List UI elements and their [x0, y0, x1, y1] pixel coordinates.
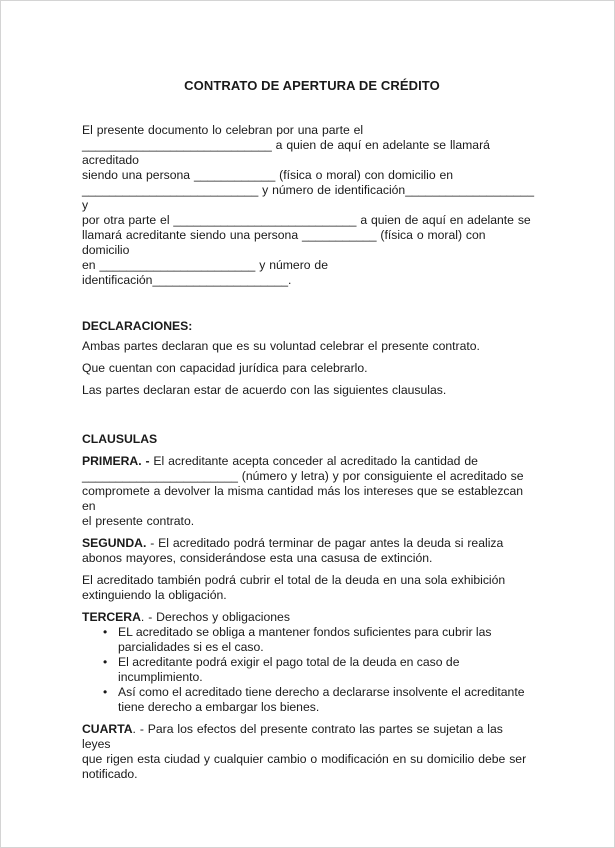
clausula-line — [82, 454, 534, 469]
clausula-line — [82, 722, 534, 752]
intro-line: __________________________ y número de identificación___________________ y — [82, 183, 534, 212]
intro-line: en _______________________ y número de identificación____________________. — [82, 258, 328, 287]
declaracion-item: Ambas partes declaran que es su voluntad celebrar el presente contrato. — [82, 339, 480, 353]
clausula-line: el presente contrato. — [82, 514, 195, 528]
declaraciones-heading: DECLARACIONES: — [82, 319, 193, 333]
clausula-text: El acreditante acepta conceder al acreditado la cantidad de — [149, 454, 478, 468]
clausula-label: SEGUNDA. — [82, 536, 147, 550]
bullet-icon: • — [103, 685, 108, 699]
clausula-text: . - Derechos y obligaciones — [140, 610, 290, 624]
tercera-bullet-list — [82, 625, 534, 715]
clausula-segunda — [82, 536, 534, 566]
clausula-line: que rigen esta ciudad y cualquier cambio o modificación en su domicilio debe ser — [82, 752, 527, 766]
list-item-line: parcialidades si es el caso. — [118, 640, 264, 654]
intro-line: El presente documento lo celebran por una parte el — [82, 123, 364, 137]
list-item-line: Así como el acreditado tiene derecho a declararse insolvente el acreditante — [118, 685, 525, 699]
list-item-line: El acreditante podrá exigir el pago total de la deuda en caso de — [118, 655, 460, 669]
clausula-label: CUARTA — [82, 722, 133, 736]
clausulas-heading: CLAUSULAS — [82, 432, 158, 446]
intro-line: siendo una persona ____________ (física o moral) con domicilio en — [82, 168, 454, 182]
clausula-line: abonos mayores, considerándose esta una casusa de extinción. — [82, 551, 433, 565]
list-item — [103, 685, 534, 715]
clausula-label: TERCERA — [82, 610, 141, 624]
clausula-line: _______________________ (número y letra) y por consiguiente el acreditado se — [82, 469, 524, 483]
clausula-line: extinguiendo la obligación. — [82, 588, 227, 602]
declaracion-item: Las partes declaran estar de acuerdo con las siguientes clausulas. — [82, 383, 447, 397]
clausula-cuarta — [82, 722, 534, 782]
list-item-line: EL acreditado se obliga a mantener fondos suficientes para cubrir las — [118, 625, 492, 639]
intro-line: por otra parte el ___________________________ a quien de aquí en adelante se — [82, 213, 531, 227]
clausula-line: notificado. — [82, 767, 138, 781]
intro-paragraph — [82, 123, 534, 288]
list-item-line: incumplimiento. — [118, 670, 203, 684]
document-body — [82, 78, 534, 782]
declaracion-item: Que cuentan con capacidad jurídica para celebrarlo. — [82, 361, 368, 375]
clausula-tercera — [82, 610, 534, 625]
list-item — [103, 655, 534, 685]
bullet-icon: • — [103, 655, 108, 669]
clausula-segunda-extra — [82, 573, 534, 603]
document-title: CONTRATO DE APERTURA DE CRÉDITO — [184, 78, 440, 93]
list-item-line: tiene derecho a embargar los bienes. — [118, 700, 320, 714]
intro-line: ____________________________ a quien de aquí en adelante se llamará acreditado — [82, 138, 490, 167]
clausula-line: El acreditado también podrá cubrir el total de la deuda en una sola exhibición — [82, 573, 506, 587]
bullet-icon: • — [103, 625, 108, 639]
list-item — [103, 625, 534, 655]
clausula-text: - El acreditado podrá terminar de pagar antes la deuda si realiza — [146, 536, 504, 550]
clausula-line — [82, 536, 534, 551]
clausula-line: compromete a devolver la misma cantidad más los intereses que se establezcan en — [82, 484, 524, 513]
clausula-text: . - Para los efectos del presente contrato las partes se sujetan a las leyes — [82, 722, 503, 751]
intro-line: llamará acreditante siendo una persona ___________ (física o moral) con domicilio — [82, 228, 486, 257]
clausula-primera — [82, 454, 534, 529]
clausula-label: PRIMERA. - — [82, 454, 150, 468]
